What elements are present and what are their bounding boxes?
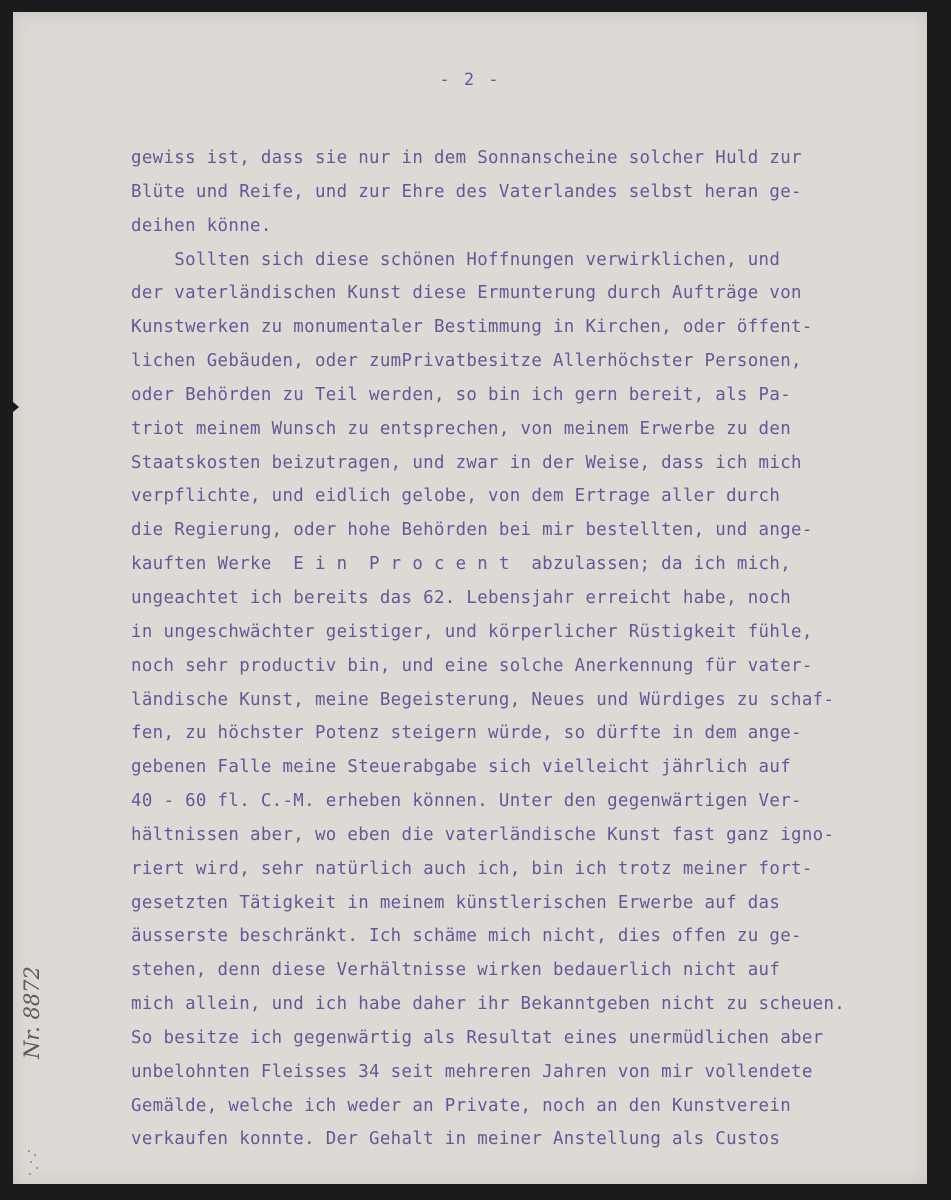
text-line: fen, zu höchster Potenz steigern würde, so dürfte in dem ange- bbox=[131, 723, 802, 744]
text-line: oder Behörden zu Teil werden, so bin ich gern bereit, als Pa- bbox=[131, 384, 792, 405]
text-line: kauften Werke E i n P r o c e n t abzulassen; da ich mich, bbox=[131, 554, 792, 575]
text-line: äusserste beschränkt. Ich schäme mich nicht, dies offen zu ge- bbox=[131, 926, 802, 947]
text-line: Gemälde, welche ich weder an Private, noch an den Kunstverein bbox=[131, 1095, 792, 1116]
text-line: triot meinem Wunsch zu entsprechen, von meinem Erwerbe zu den bbox=[131, 418, 792, 439]
text-line: unbelohnten Fleisses 34 seit mehreren Jahren von mir vollendete bbox=[131, 1061, 813, 1082]
text-line: ländische Kunst, meine Begeisterung, Neues und Würdiges zu schaf- bbox=[131, 689, 835, 710]
text-line: mich allein, und ich habe daher ihr Bekanntgeben nicht zu scheuen. bbox=[131, 994, 846, 1015]
text-line: gebenen Falle meine Steuerabgabe sich vielleicht jährlich auf bbox=[131, 757, 792, 778]
text-line: die Regierung, oder hohe Behörden bei mir bestellten, und ange- bbox=[131, 520, 813, 541]
text-line: Staatskosten beizutragen, und zwar in der Weise, dass ich mich bbox=[131, 452, 802, 473]
text-line: 40 - 60 fl. C.-M. erheben können. Unter den gegenwärtigen Ver- bbox=[131, 791, 802, 812]
typed-text-body bbox=[131, 142, 911, 1157]
text-line: der vaterländischen Kunst diese Ermunterung durch Aufträge von bbox=[131, 283, 802, 304]
text-line: Sollten sich diese schönen Hoffnungen verwirklichen, und bbox=[131, 249, 781, 270]
text-line: lichen Gebäuden, oder zumPrivatbesitze Allerhöchster Personen, bbox=[131, 351, 802, 372]
text-line: Kunstwerken zu monumentaler Bestimmung in Kirchen, oder öffent- bbox=[131, 317, 813, 338]
text-line: noch sehr productiv bin, und eine solche Anerkennung für vater- bbox=[131, 655, 813, 676]
text-line: riert wird, sehr natürlich auch ich, bin ich trotz meiner fort- bbox=[131, 858, 813, 879]
pencil-marks bbox=[26, 1148, 42, 1180]
text-line: Blüte und Reife, und zur Ehre des Vaterlandes selbst heran ge- bbox=[131, 181, 802, 202]
text-line: gewiss ist, dass sie nur in dem Sonnanscheine solcher Huld zur bbox=[131, 148, 802, 168]
text-line: stehen, denn diese Verhältnisse wirken bedauerlich nicht auf bbox=[131, 960, 781, 981]
text-line: gesetzten Tätigkeit in meinem künstlerischen Erwerbe auf das bbox=[131, 892, 781, 913]
text-line: in ungeschwächter geistiger, und körperlicher Rüstigkeit fühle, bbox=[131, 621, 813, 642]
text-line: So besitze ich gegenwärtig als Resultat eines unermüdlichen aber bbox=[131, 1027, 824, 1048]
page-number: - 2 - bbox=[439, 70, 501, 90]
text-line: deihen könne. bbox=[131, 215, 272, 236]
text-line: verkaufen konnte. Der Gehalt in meiner Anstellung als Custos bbox=[131, 1129, 781, 1150]
archive-number-pencil: Nr. 8872 bbox=[20, 966, 44, 1060]
text-line: ungeachtet ich bereits das 62. Lebensjahr erreicht habe, noch bbox=[131, 587, 792, 608]
document-page bbox=[13, 12, 927, 1184]
text-line: hältnissen aber, wo eben die vaterländische Kunst fast ganz igno- bbox=[131, 824, 835, 845]
text-line: verpflichte, und eidlich gelobe, von dem Ertrage aller durch bbox=[131, 486, 781, 507]
